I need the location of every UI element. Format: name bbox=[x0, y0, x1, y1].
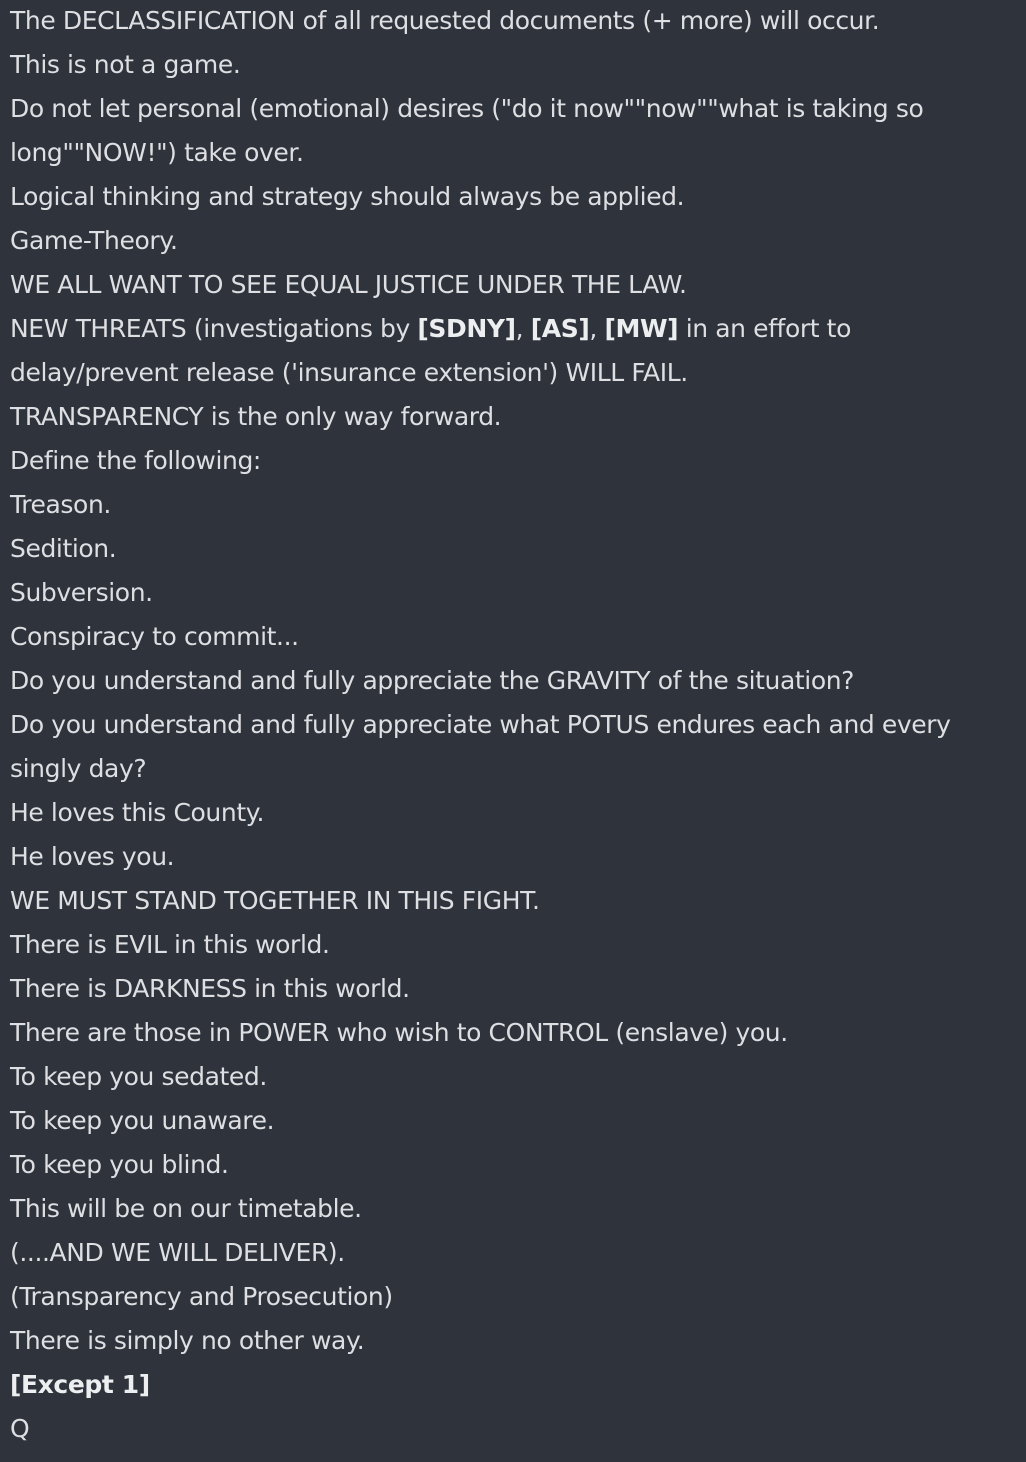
post-line-threats bbox=[10, 307, 1020, 395]
post-line: WE ALL WANT TO SEE EQUAL JUSTICE UNDER THE LAW. bbox=[10, 270, 687, 299]
post-line: Subversion. bbox=[10, 578, 153, 607]
post-line: To keep you sedated. bbox=[10, 1062, 267, 1091]
threats-text-end: in an effort to delay/prevent release ('insurance extension') WILL FAIL. bbox=[10, 314, 851, 387]
post-line: Do you understand and fully appreciate the GRAVITY of the situation? bbox=[10, 666, 855, 695]
post-line: Game-Theory. bbox=[10, 226, 178, 255]
post-line-bold bbox=[10, 1363, 1020, 1407]
post-line: (....AND WE WILL DELIVER). bbox=[10, 1238, 345, 1267]
post-line: Do not let personal (emotional) desires ("do it now""now""what is taking so long""NOW!") take over. bbox=[10, 94, 924, 167]
post-line: There is EVIL in this world. bbox=[10, 930, 330, 959]
post-line: Sedition. bbox=[10, 534, 117, 563]
post-line: There are those in POWER who wish to CONTROL (enslave) you. bbox=[10, 1018, 788, 1047]
post-line: To keep you blind. bbox=[10, 1150, 229, 1179]
tag-sdny: [SDNY] bbox=[417, 314, 516, 343]
tag-separator: , bbox=[515, 314, 531, 343]
post-line: WE MUST STAND TOGETHER IN THIS FIGHT. bbox=[10, 886, 540, 915]
post-line: Logical thinking and strategy should always be applied. bbox=[10, 182, 685, 211]
post-line: TRANSPARENCY is the only way forward. bbox=[10, 402, 502, 431]
signature: Q bbox=[10, 1414, 30, 1443]
post-line: He loves you. bbox=[10, 842, 175, 871]
post-line: There is simply no other way. bbox=[10, 1326, 365, 1355]
post-line: To keep you unaware. bbox=[10, 1106, 275, 1135]
post-line: The DECLASSIFICATION of all requested documents (+ more) will occur. bbox=[10, 6, 880, 35]
tag-as: [AS] bbox=[530, 314, 590, 343]
post-line: Define the following: bbox=[10, 446, 261, 475]
post-line: There is DARKNESS in this world. bbox=[10, 974, 410, 1003]
post-line: Do you understand and fully appreciate what POTUS endures each and every singly day? bbox=[10, 710, 951, 783]
post-line: This will be on our timetable. bbox=[10, 1194, 362, 1223]
except-tag: [Except 1] bbox=[10, 1370, 150, 1399]
post-line: Conspiracy to commit... bbox=[10, 622, 299, 651]
post-line: Treason. bbox=[10, 490, 111, 519]
tag-separator: , bbox=[589, 314, 605, 343]
post-line: (Transparency and Prosecution) bbox=[10, 1282, 393, 1311]
threats-text-start: NEW THREATS (investigations by bbox=[10, 314, 418, 343]
tag-mw: [MW] bbox=[604, 314, 679, 343]
post-line: This is not a game. bbox=[10, 50, 241, 79]
post-line: He loves this County. bbox=[10, 798, 265, 827]
